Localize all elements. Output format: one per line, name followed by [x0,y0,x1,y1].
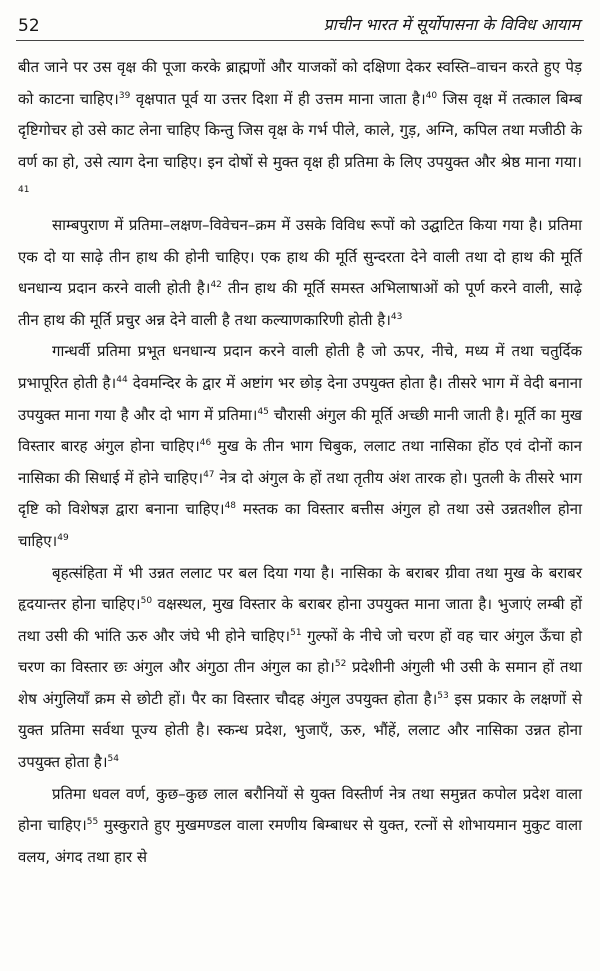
footnote-ref: 47 [203,469,215,480]
footnote-ref: 53 [437,690,449,701]
page-number: 52 [18,16,40,36]
text-run: जिस वृक्ष में तत्काल बिम्ब दृष्टिगोचर हो उसे काट लेना चाहिए किन्तु जिस वृक्ष के गर्भ पीले, काले, गुड़, अग्नि, कपिल तथा मजीठी के वर्ण का हो, उसे त्याग देना चाहिए। इन दोषों से मुक्त वृक्ष ही प्रतिमा के लिए उपयुक्त और श्रेष्ठ माना गया। [18,89,583,171]
header-rule [16,40,584,41]
footnote-ref: 48 [224,501,237,512]
footnote-ref: 41 [18,185,30,196]
footnote-ref: 50 [140,596,153,607]
footnote-ref: 54 [107,754,119,765]
text-run: वक्षस्थल, मुख विस्तार के बराबर होना उपयुक्त माना जाता है। भुजाएं लम्बी हों तथा उसी की भांति ऊरु और जंघे भी होने चाहिए। [18,595,582,645]
running-title: प्राचीन भारत में सूर्योपासना के विविध आयाम [323,15,580,34]
footnote-ref: 43 [390,311,403,322]
paragraph-p5 [18,779,582,874]
text-run: बृहत्संहिता में भी उन्नत ललाट पर बल दिया गया है। नासिका के बराबर ग्रीवा तथा मुख के बराबर हृदयान्तर होना चाहिए। [18,563,582,614]
text-run: प्रतिमा धवल वर्ण, कुछ–कुछ लाल बरौनियों से युक्त विस्तीर्ण नेत्र तथा समुन्नत कपोल प्रदेश वाला होना चाहिए। [18,784,582,835]
footnote-ref: 49 [57,532,69,543]
footnote-ref: 52 [334,659,347,670]
text-run: मुस्कुराते हुए मुखमण्डल वाला रमणीय बिम्बाधर से युक्त, रत्नों से शोभायमान मुकुट वाला वलय, अंगद तथा हार से [18,816,582,866]
text-run: मस्तक का विस्तार बत्तीस अंगुल हो तथा उसे उन्नतशील होना चाहिए। [18,500,582,550]
paragraph-p4 [18,558,582,779]
footnote-ref: 39 [118,90,131,101]
text-run: साम्बपुराण में प्रतिमा–लक्षण–विवेचन–क्रम में उसके विविध रूपों को उद्घाटित किया गया है। प्रतिमा एक दो या साढ़े तीन हाथ की होनी चाहिए। एक हाथ की मूर्ति सुन्दरता देने वाली तथा दो हाथ की मूर्ति धनधान्य प्रदान करने वाली होती है। [18,215,582,298]
text-run: वृक्षपात पूर्व या उत्तर दिशा में ही उत्तम माना जाता है। [130,89,426,108]
text-run: मुख के तीन भाग चिबुक, ललाट तथा नासिका होंठ एवं दोनों कान नासिका की सिधाई में होने चाहिए। [18,437,582,487]
text-run: नेत्र दो अंगुल के हों तथा तृतीय अंश तारक हो। पुतली के तीसरे भाग दृष्टि को विशेषज्ञ द्वारा बनाना चाहिए। [18,468,582,519]
footnote-ref: 40 [425,90,438,101]
paragraph-p3 [18,336,582,557]
text-run: इस प्रकार के लक्षणों से युक्त प्रतिमा सर्वथा पूज्य होती है। स्कन्ध प्रदेश, भुजाएँ, ऊरु, भौंहें, ललाट और नासिका उन्नत होना उपयुक्त होता है। [18,689,582,772]
footnote-ref: 46 [199,438,212,449]
text-run: प्रदेशीनी अंगुली भी उसी के समान हों तथा शेष अंगुलियाँ क्रम से छोटी हों। पैर का विस्तार चौदह अंगुल उपयुक्त होता है। [18,658,582,708]
paragraph-p2 [18,210,582,336]
text-run: तीन हाथ की मूर्ति समस्त अभिलाषाओं को पूर्ण करने वाली, साढ़े तीन हाथ की मूर्ति प्रचुर अन्न देने वाली है तथा कल्याणकारिणी होती है। [18,279,582,329]
footnote-ref: 45 [257,406,269,417]
text-run: बीत जाने पर उस वृक्ष की पूजा करके ब्राह्मणों और याजकों को दक्षिणा देकर स्वस्ति–वाचन करते हुए पेड़ को काटना चाहिए। [18,58,582,108]
body-text [18,52,582,873]
text-run: गुल्फों के नीचे जो चरण हों वह चार अंगुल ऊँचा हो चरण का विस्तार छः अंगुल और अंगुठा तीन अंगुल का हो। [18,626,583,677]
footnote-ref: 44 [116,374,128,385]
footnote-ref: 42 [210,280,222,291]
text-run: देवमन्दिर के द्वार में अष्टांग भर छोड़ देना उपयुक्त होता है। तीसरे भाग में वेदी बनाना उपयुक्त माना गया है और दो भाग में प्रतिमा। [18,373,582,424]
footnote-ref: 51 [290,627,302,638]
text-run: चौरासी अंगुल की मूर्ति अच्छी मानी जाती है। मूर्ति का मुख विस्तार बारह अंगुल होना चाहिए। [18,405,583,456]
text-run: गान्धर्वी प्रतिमा प्रभूत धनधान्य प्रदान करने वाली होती है जो ऊपर, नीचे, मध्य में तथा चतुर्दिक प्रभापूरित होती है। [18,342,582,392]
paragraph-p1 [18,52,582,210]
footnote-ref: 55 [86,817,99,828]
page-header [0,8,600,44]
